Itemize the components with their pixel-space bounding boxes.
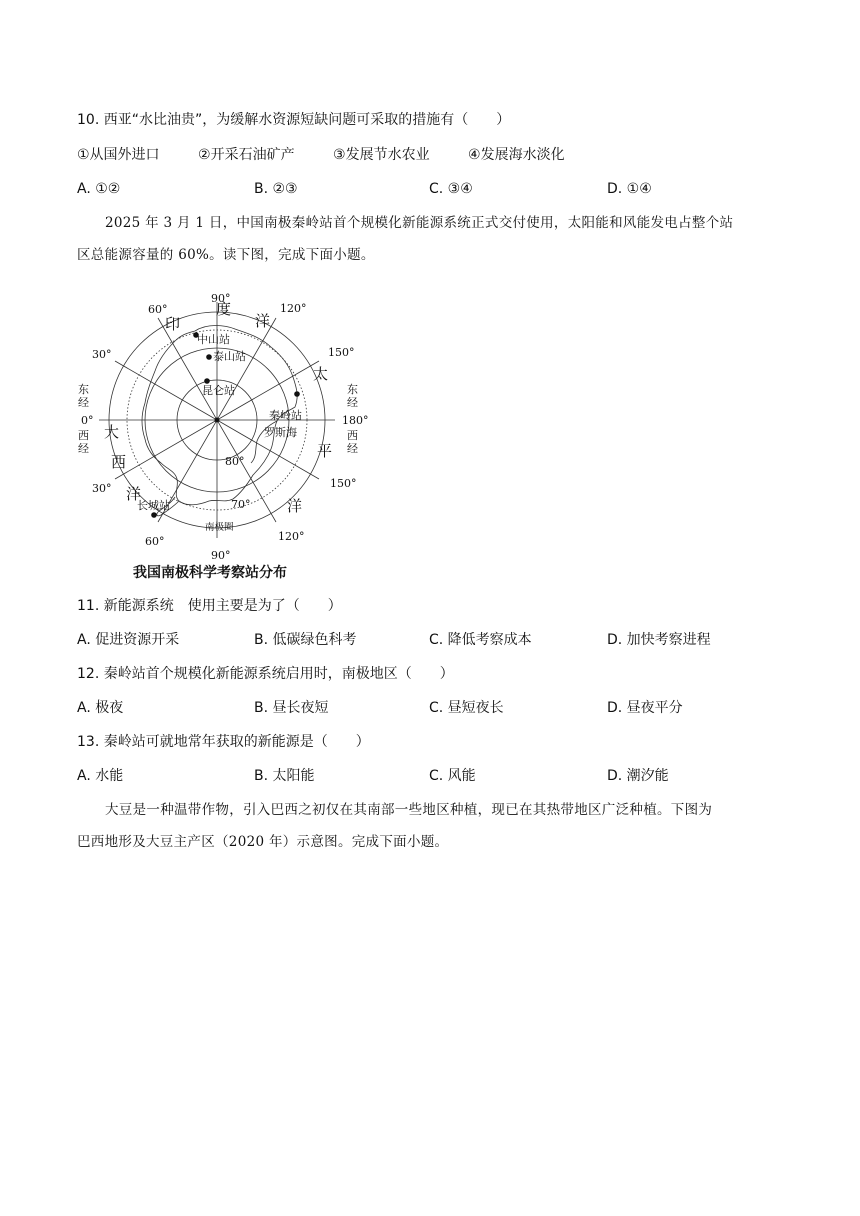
q11-option-d[interactable]: D. 加快考察进程 — [607, 632, 711, 648]
ocean-char-yang-pacific: 洋 — [287, 497, 303, 515]
antarctic-circle-label: 南极圈 — [205, 522, 234, 533]
south-pole-marker — [215, 418, 220, 423]
left-east-char-1: 东 — [78, 383, 89, 396]
q11-option-c[interactable]: C. 降低考察成本 — [429, 632, 532, 648]
lon-label-180: 180° — [342, 414, 369, 427]
q10-option-d[interactable]: D. ①④ — [607, 181, 652, 197]
taishan-station-label: 泰山站 — [213, 350, 246, 363]
antarctic-station-map — [75, 293, 375, 565]
q13-option-a[interactable]: A. 水能 — [77, 768, 124, 784]
ocean-char-du: 度 — [216, 300, 232, 318]
right-west-label — [347, 429, 358, 455]
right-east-char-1: 东 — [347, 383, 358, 396]
q10-choice-3: ③发展节水农业 — [333, 147, 430, 163]
ocean-char-xi: 西 — [111, 453, 127, 471]
passage-1-line-2: 区总能源容量的 60%。读下图，完成下面小题。 — [77, 247, 375, 263]
ross-sea-label: 罗斯海 — [264, 426, 297, 439]
q11-stem: 11. 新能源系统 使用主要是为了（ ） — [77, 598, 342, 614]
passage-2-line-2: 巴西地形及大豆主产区（2020 年）示意图。完成下面小题。 — [77, 834, 449, 850]
q13-option-b[interactable]: B. 太阳能 — [254, 768, 315, 784]
q10-option-c[interactable]: C. ③④ — [429, 181, 473, 197]
taishan-station-marker — [206, 354, 212, 360]
q13-option-c[interactable]: C. 风能 — [429, 768, 476, 784]
zhongshan-station-label: 中山站 — [197, 333, 230, 346]
ocean-char-yin: 印 — [165, 315, 181, 333]
q12-option-a[interactable]: A. 极夜 — [77, 700, 124, 716]
q13-stem: 13. 秦岭站可就地常年获取的新能源是（ ） — [77, 734, 370, 750]
q10-choice-2: ②开采石油矿产 — [198, 147, 295, 163]
ocean-char-tai: 太 — [313, 365, 329, 383]
qinling-station-marker — [294, 391, 300, 397]
lon-label-30-bottom: 30° — [92, 482, 112, 495]
passage-1 — [77, 207, 783, 271]
ocean-char-yang-atlantic: 洋 — [126, 485, 142, 503]
q10-options — [77, 179, 797, 199]
q13-option-d[interactable]: D. 潮汐能 — [607, 768, 669, 784]
q12-option-c[interactable]: C. 昼短夜长 — [429, 700, 504, 716]
lon-label-150-top: 150° — [328, 346, 355, 359]
left-west-char-2: 经 — [78, 442, 89, 455]
changcheng-station-label: 长城站 — [137, 499, 170, 512]
q11-options — [77, 630, 797, 650]
lon-label-0: 0° — [81, 414, 94, 427]
passage-2 — [77, 794, 783, 858]
left-west-char-1: 西 — [78, 429, 89, 442]
changcheng-station-marker — [151, 512, 157, 518]
ocean-char-da: 大 — [104, 423, 120, 441]
lon-label-90-top: 90° — [211, 293, 231, 305]
q12-option-b[interactable]: B. 昼长夜短 — [254, 700, 329, 716]
q12-option-d[interactable]: D. 昼夜平分 — [607, 700, 683, 716]
passage-2-line-1: 大豆是一种温带作物，引入巴西之初仅在其南部一些地区种植，现已在其热带地区广泛种植。下图为 — [105, 802, 713, 818]
left-east-char-2: 经 — [78, 396, 89, 409]
lon-label-150-bottom: 150° — [330, 477, 357, 490]
q10-choices — [77, 145, 599, 165]
qinling-station-label: 秦岭站 — [269, 409, 302, 422]
q13-options — [77, 766, 797, 786]
lon-label-90-bottom: 90° — [211, 549, 231, 562]
left-west-label — [78, 429, 89, 455]
ocean-char-ping: 平 — [317, 442, 333, 460]
kunlun-station-label: 昆仑站 — [202, 384, 235, 397]
q11-option-b[interactable]: B. 低碳绿色科考 — [254, 632, 357, 648]
lat-label-70: 70° — [231, 498, 251, 511]
ocean-char-yang-indian: 洋 — [255, 312, 271, 330]
lon-label-60-top: 60° — [148, 303, 168, 316]
right-west-char-1: 西 — [347, 429, 358, 442]
lat-label-80: 80° — [225, 455, 245, 468]
lon-label-30-top: 30° — [92, 348, 112, 361]
right-east-label — [347, 383, 358, 409]
lon-label-60-bottom: 60° — [145, 535, 165, 548]
q10-stem: 10. 西亚“水比油贵”，为缓解水资源短缺问题可采取的措施有（ ） — [77, 112, 511, 128]
lon-label-120-top: 120° — [280, 302, 307, 315]
right-east-char-2: 经 — [347, 396, 358, 409]
q11-option-a[interactable]: A. 促进资源开采 — [77, 632, 180, 648]
left-east-label — [78, 383, 89, 409]
q10-option-b[interactable]: B. ②③ — [254, 181, 298, 197]
q10-option-a[interactable]: A. ①② — [77, 181, 121, 197]
q10-choice-4: ④发展海水淡化 — [468, 147, 565, 163]
q12-options — [77, 698, 797, 718]
q12-stem: 12. 秦岭站首个规模化新能源系统启用时，南极地区（ ） — [77, 666, 454, 682]
kunlun-station-marker — [204, 378, 210, 384]
passage-1-line-1: 2025 年 3 月 1 日，中国南极秦岭站首个规模化新能源系统正式交付使用，太阳能和风能发电占整个站 — [105, 215, 734, 231]
lon-label-120-bottom: 120° — [278, 530, 305, 543]
q10-choice-1: ①从国外进口 — [77, 147, 160, 163]
right-west-char-2: 经 — [347, 442, 358, 455]
map-caption: 我国南极科学考察站分布 — [133, 565, 287, 581]
